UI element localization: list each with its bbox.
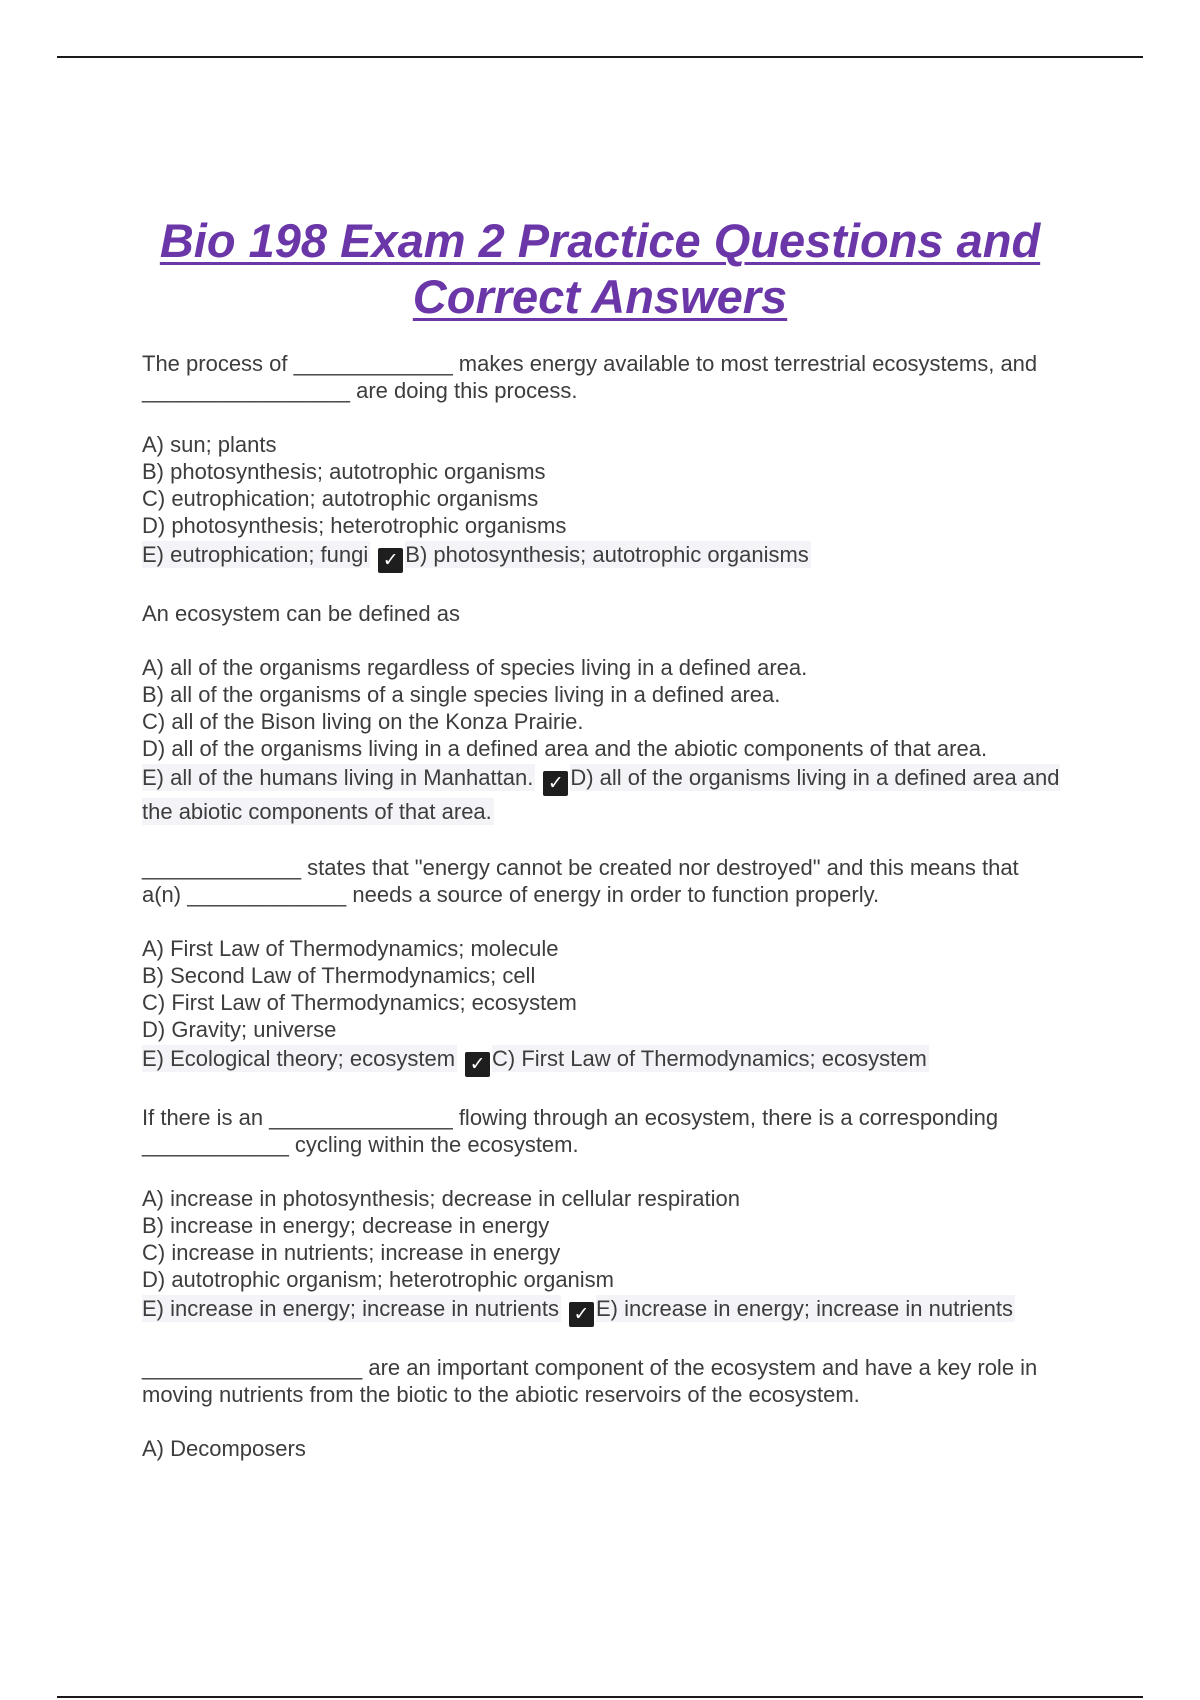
option-d: D) photosynthesis; heterotrophic organisms bbox=[142, 513, 567, 538]
option-list bbox=[142, 1435, 1062, 1462]
question-stem: _____________ states that "energy cannot be created nor destroyed" and this means that a(n) _____________ needs a source of energy in order to function properly. bbox=[142, 855, 1019, 907]
option-c: C) all of the Bison living on the Konza Prairie. bbox=[142, 709, 584, 734]
option-e: E) increase in energy; increase in nutrients bbox=[142, 1296, 559, 1321]
option-list bbox=[142, 1185, 1062, 1327]
option-e-with-answer bbox=[142, 1043, 1062, 1077]
question-stem: The process of _____________ makes energy available to most terrestrial ecosystems, and _________________ are doing this process. bbox=[142, 351, 1038, 403]
option-b: B) Second Law of Thermodynamics; cell bbox=[142, 963, 536, 988]
option-e: E) all of the humans living in Manhattan. bbox=[142, 765, 534, 790]
question-stem: An ecosystem can be defined as bbox=[142, 601, 460, 626]
question-block bbox=[142, 350, 1062, 573]
question-stem: If there is an _______________ flowing through an ecosystem, there is a corresponding ____________ cycling within the ecosystem. bbox=[142, 1105, 999, 1157]
option-a: A) Decomposers bbox=[142, 1436, 306, 1461]
header-rule bbox=[57, 56, 1143, 58]
option-b: B) increase in energy; decrease in energy bbox=[142, 1213, 550, 1238]
option-e-with-answer bbox=[142, 1293, 1062, 1327]
question-block bbox=[142, 854, 1062, 1077]
option-e: E) Ecological theory; ecosystem bbox=[142, 1046, 456, 1071]
option-d: D) autotrophic organism; heterotrophic organism bbox=[142, 1267, 615, 1292]
option-a: A) sun; plants bbox=[142, 432, 277, 457]
option-a: A) increase in photosynthesis; decrease in cellular respiration bbox=[142, 1186, 740, 1211]
option-list bbox=[142, 654, 1062, 827]
question-stem: __________________ are an important component of the ecosystem and have a key role in moving nutrients from the biotic to the abiotic reservoirs of the ecosystem. bbox=[142, 1355, 1038, 1407]
option-d: D) Gravity; universe bbox=[142, 1017, 337, 1042]
correct-answer: D) all of the organisms living in a defined area and the abiotic components of that area. bbox=[142, 765, 1060, 824]
option-c: C) First Law of Thermodynamics; ecosystem bbox=[142, 990, 577, 1015]
checkmark-icon: ✓ bbox=[465, 1052, 490, 1077]
option-c: C) increase in nutrients; increase in energy bbox=[142, 1240, 561, 1265]
correct-answer: C) First Law of Thermodynamics; ecosystem bbox=[492, 1046, 927, 1071]
option-a: A) all of the organisms regardless of species living in a defined area. bbox=[142, 655, 808, 680]
option-a: A) First Law of Thermodynamics; molecule bbox=[142, 936, 559, 961]
document-title bbox=[100, 213, 1100, 325]
option-e: E) eutrophication; fungi bbox=[142, 542, 369, 567]
correct-answer: B) photosynthesis; autotrophic organisms bbox=[405, 542, 809, 567]
option-list bbox=[142, 431, 1062, 573]
title-line-1: Bio 198 Exam 2 Practice Questions and bbox=[159, 214, 1041, 267]
checkmark-icon: ✓ bbox=[543, 771, 568, 796]
title-line-2: Correct Answers bbox=[412, 270, 788, 323]
option-b: B) all of the organisms of a single species living in a defined area. bbox=[142, 682, 781, 707]
correct-answer: E) increase in energy; increase in nutrients bbox=[596, 1296, 1013, 1321]
checkmark-icon: ✓ bbox=[569, 1302, 594, 1327]
option-d: D) all of the organisms living in a defined area and the abiotic components of that area. bbox=[142, 736, 988, 761]
questions-list bbox=[142, 350, 1062, 1489]
option-e-with-answer bbox=[142, 762, 1062, 827]
option-c: C) eutrophication; autotrophic organisms bbox=[142, 486, 539, 511]
footer-rule bbox=[57, 1696, 1143, 1698]
option-list bbox=[142, 935, 1062, 1077]
question-block bbox=[142, 600, 1062, 827]
question-block bbox=[142, 1354, 1062, 1462]
option-e-with-answer bbox=[142, 539, 1062, 573]
option-b: B) photosynthesis; autotrophic organisms bbox=[142, 459, 546, 484]
question-block bbox=[142, 1104, 1062, 1327]
checkmark-icon: ✓ bbox=[378, 548, 403, 573]
